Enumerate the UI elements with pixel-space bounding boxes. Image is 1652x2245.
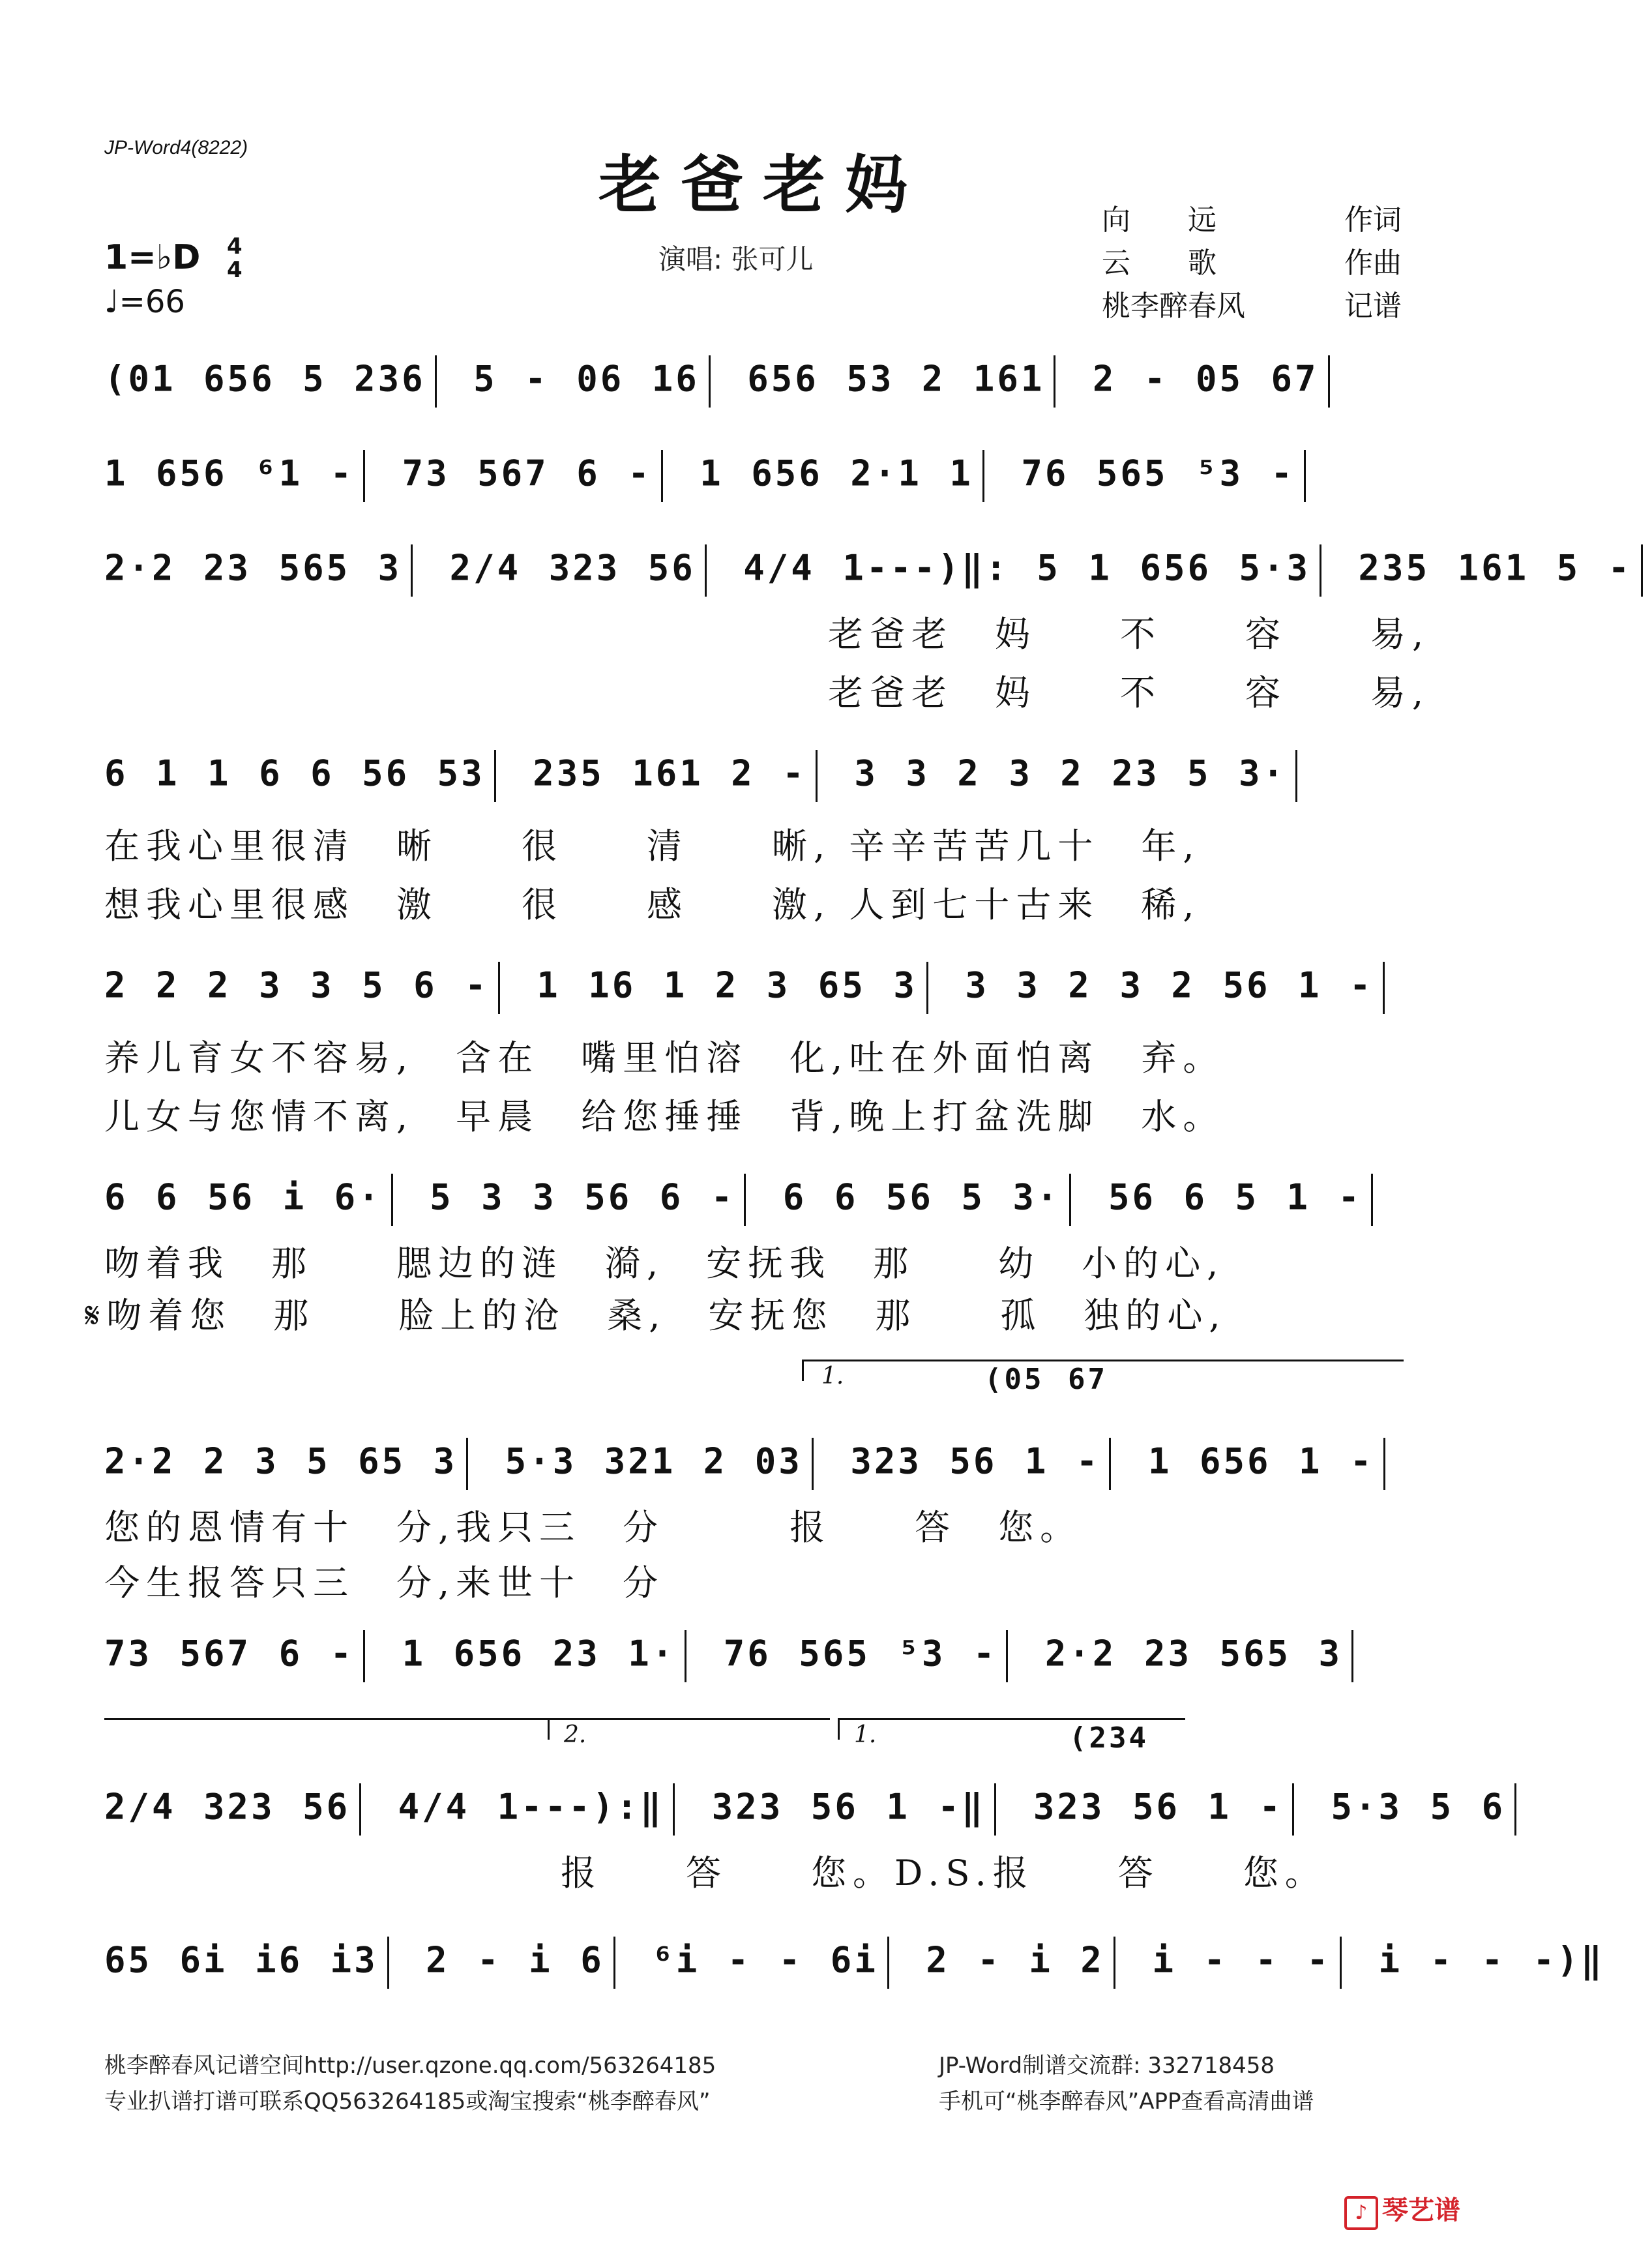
measure: (01 656 5 236 xyxy=(104,358,426,400)
lyric-line: 报 答 您。D.S.报 答 您。 xyxy=(561,1852,1327,1894)
credit-role: 作曲 xyxy=(1344,246,1402,280)
measure: 2·2 2 3 5 65 3 xyxy=(104,1440,458,1482)
lyric-line: 在我心里很清 晰 很 清 晰, 辛辛苦苦几十 年, xyxy=(104,825,1201,867)
measure: 323 56 1 - xyxy=(1033,1786,1284,1828)
measure: 2·2 23 565 3 xyxy=(1044,1633,1343,1674)
pickup-notes: (234 xyxy=(1069,1721,1149,1755)
measure: 6 6 56 5 3· xyxy=(782,1176,1061,1218)
barline xyxy=(926,962,928,1014)
time-signature xyxy=(227,235,243,282)
barline xyxy=(705,544,707,597)
measure: 2·2 23 565 3 xyxy=(104,547,402,589)
measure: 5 - 06 16 xyxy=(473,358,700,400)
measure: 73 567 6 - xyxy=(104,1633,355,1674)
volta-bracket xyxy=(104,1718,548,1740)
barline xyxy=(1054,355,1055,408)
pickup-notes: (05 67 xyxy=(984,1363,1108,1396)
footer-right-line-2: 手机可“桃李醉春风”APP查看高清曲谱 xyxy=(939,2089,1314,2115)
barline xyxy=(387,1937,389,1989)
barline xyxy=(363,450,365,502)
piano-icon: ♪ xyxy=(1344,2196,1378,2230)
measure: 1 656 1 - xyxy=(1147,1440,1374,1482)
measure: 2 - i 2 xyxy=(926,1939,1104,1981)
measure: 56 6 5 1 - xyxy=(1108,1176,1363,1218)
barline xyxy=(1320,544,1321,597)
lyric-line: 老爸老 妈 不 容 易, xyxy=(828,614,1430,655)
volta-bracket xyxy=(548,1718,830,1740)
measure: 4/4 1---):‖ xyxy=(398,1786,664,1828)
notation-system-6 xyxy=(104,1174,1382,1226)
credit-role: 作词 xyxy=(1344,203,1402,237)
measure: i - - - xyxy=(1152,1939,1331,1981)
notation-system-4 xyxy=(104,750,1306,802)
measure: 1 656 2·1 1 xyxy=(700,453,973,494)
credit-lyricist xyxy=(1102,199,1402,242)
footer-right-line-1: JP-Word制谱交流群: 332718458 xyxy=(939,2053,1275,2079)
measure: 5·3 321 2 03 xyxy=(505,1440,803,1482)
lyric-line: 老爸老 妈 不 容 易, xyxy=(828,672,1430,713)
barline xyxy=(411,544,413,597)
volta-label: 1. xyxy=(854,1721,877,1748)
credit-name: 云 歌 xyxy=(1102,246,1217,280)
measure: 5 3 3 56 6 - xyxy=(430,1176,735,1218)
footer-left-line-1: 桃李醉春风记谱空间http://user.qzone.qq.com/563264185 xyxy=(104,2053,716,2079)
barline xyxy=(709,355,711,408)
barline xyxy=(685,1630,686,1682)
barline xyxy=(744,1174,746,1226)
song-title: 老爸老妈 xyxy=(598,148,927,222)
credit-transcriber xyxy=(1102,285,1402,328)
lyric-line: 儿女与您情不离, 早晨 给您捶捶 背,晚上打盆洗脚 水。 xyxy=(104,1096,1225,1137)
measure: 323 56 1 -‖ xyxy=(711,1786,986,1828)
lyric-line: 您的恩情有十 分,我只三 分 报 答 您。 xyxy=(104,1507,1082,1548)
measure: 2 - 05 67 xyxy=(1092,358,1319,400)
credits xyxy=(1102,199,1402,328)
measure: 76 565 ⁵3 - xyxy=(1021,453,1295,494)
barline xyxy=(673,1783,675,1836)
barline xyxy=(1328,355,1330,408)
site-logo xyxy=(1344,2190,1460,2230)
time-signature-bottom: 4 xyxy=(227,257,243,283)
measure: 6 1 1 6 6 56 53 xyxy=(104,752,485,794)
barline xyxy=(1114,1937,1115,1989)
time-signature-top: 4 xyxy=(227,233,243,260)
barline xyxy=(1383,962,1385,1014)
software-label: JP-Word4(8222) xyxy=(104,137,248,158)
lyric-line: 𝄋吻着您 那 脸上的沧 桑, 安抚您 那 孤 独的心, xyxy=(85,1295,1227,1336)
barline xyxy=(613,1937,615,1989)
measure: 2/4 323 56 xyxy=(104,1786,351,1828)
key-signature: 1=♭D xyxy=(104,238,201,277)
measure: 323 56 1 - xyxy=(850,1440,1100,1482)
notation-system-8 xyxy=(104,1630,1363,1682)
measure: 1 656 ⁶1 - xyxy=(104,453,355,494)
volta-label: 1. xyxy=(821,1363,844,1390)
measure: 235 161 2 - xyxy=(533,752,806,794)
measure: 6 6 56 i 6· xyxy=(104,1176,382,1218)
measure: 73 567 6 - xyxy=(402,453,652,494)
barline xyxy=(1371,1174,1373,1226)
barline xyxy=(391,1174,393,1226)
lyric-line: 养儿育女不容易, 含在 嘴里怕溶 化,吐在外面怕离 弃。 xyxy=(104,1037,1225,1078)
barline xyxy=(1514,1783,1516,1836)
barline xyxy=(661,450,663,502)
measure: 76 565 ⁵3 - xyxy=(723,1633,997,1674)
measure: 2 - i 6 xyxy=(426,1939,604,1981)
measure: 5·3 5 6 xyxy=(1331,1786,1506,1828)
measure: 4/4 1---)‖: 5 1 656 5·3 xyxy=(743,547,1311,589)
measure: 235 161 5 - xyxy=(1358,547,1632,589)
barline xyxy=(1383,1438,1385,1490)
barline xyxy=(359,1783,361,1836)
logo-text: 琴艺谱 xyxy=(1382,2195,1460,2225)
barline xyxy=(1295,750,1297,802)
barline xyxy=(498,962,500,1014)
tempo: ♩=66 xyxy=(104,284,185,320)
measure: 656 53 2 161 xyxy=(747,358,1045,400)
barline xyxy=(466,1438,468,1490)
credit-name: 桃李醉春风 xyxy=(1102,290,1245,323)
barline xyxy=(982,450,984,502)
credit-composer xyxy=(1102,242,1402,285)
measure: 2 2 2 3 3 5 6 - xyxy=(104,964,489,1006)
notation-system-10 xyxy=(104,1937,1604,1989)
notation-system-3 xyxy=(104,544,1652,597)
notation-system-9 xyxy=(104,1783,1526,1836)
lyric-line: 吻着我 那 腮边的涟 漪, 安抚我 那 幼 小的心, xyxy=(104,1243,1225,1284)
barline xyxy=(1641,544,1643,597)
lyric-line: 想我心里很感 激 很 感 激, 人到七十古来 稀, xyxy=(104,884,1201,925)
barline xyxy=(363,1630,365,1682)
measure: 3 3 2 3 2 23 5 3· xyxy=(854,752,1287,794)
credit-name: 向 远 xyxy=(1102,203,1217,237)
barline xyxy=(1304,450,1306,502)
measure: 65 6i i6 i3 xyxy=(104,1939,378,1981)
measure: i - - -)‖ xyxy=(1378,1939,1605,1981)
credit-role: 记谱 xyxy=(1344,290,1402,323)
singer: 演唱: 张可儿 xyxy=(658,243,814,275)
barline xyxy=(816,750,818,802)
barline xyxy=(1006,1630,1008,1682)
barline xyxy=(994,1783,996,1836)
footer-left-line-2: 专业扒谱打谱可联系QQ563264185或淘宝搜索“桃李醉春风” xyxy=(104,2089,711,2115)
barline xyxy=(1109,1438,1111,1490)
barline xyxy=(1340,1937,1342,1989)
barline xyxy=(1292,1783,1294,1836)
notation-system-2 xyxy=(104,450,1315,502)
measure: 1 16 1 2 3 65 3 xyxy=(537,964,917,1006)
measure: 3 3 2 3 2 56 1 - xyxy=(965,964,1374,1006)
notation-system-1 xyxy=(104,355,1339,408)
measure: 1 656 23 1· xyxy=(402,1633,676,1674)
barline xyxy=(435,355,437,408)
notation-system-5 xyxy=(104,962,1394,1014)
barline xyxy=(494,750,496,802)
barline xyxy=(812,1438,814,1490)
lyric-line: 今生报答只三 分,来世十 分 xyxy=(104,1562,665,1603)
measure: ⁶i - - 6i xyxy=(652,1939,878,1981)
barline xyxy=(1069,1174,1071,1226)
barline xyxy=(887,1937,889,1989)
measure: 2/4 323 56 xyxy=(449,547,696,589)
volta-label: 2. xyxy=(564,1721,587,1748)
barline xyxy=(1351,1630,1353,1682)
notation-system-7 xyxy=(104,1438,1394,1490)
